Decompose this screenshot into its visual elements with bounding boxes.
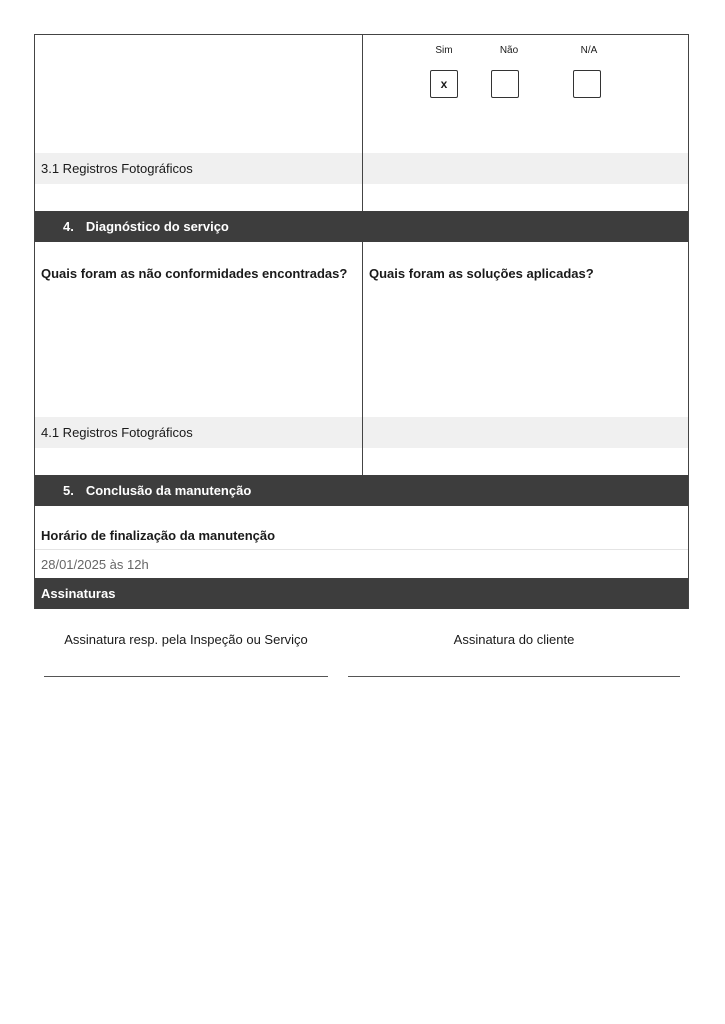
checkbox-na[interactable] — [573, 70, 601, 98]
photos-content-left-3 — [35, 184, 363, 211]
photos-row-3 — [35, 153, 688, 184]
section-5-header — [35, 475, 688, 506]
checkbox-nao[interactable] — [491, 70, 519, 98]
photos-content-right-4 — [363, 448, 688, 475]
signature-label-client: Assinatura do cliente — [453, 632, 575, 647]
signature-line-inspector[interactable] — [44, 676, 328, 677]
photos-empty-4 — [363, 417, 688, 448]
finish-time-label: Horário de finalização da manutenção — [35, 506, 688, 550]
section-4-number: 4. — [63, 219, 74, 234]
section-5-number: 5. — [63, 483, 74, 498]
check-label-sim: Sim — [435, 45, 453, 56]
checks-cell — [363, 35, 688, 153]
checks-group — [363, 35, 688, 153]
signatures-header: Assinaturas — [35, 578, 688, 609]
signature-line-client[interactable] — [348, 676, 680, 677]
checkbox-sim[interactable]: x — [430, 70, 458, 98]
photos-label-3: 3.1 Registros Fotográficos — [35, 153, 363, 184]
diagnosis-row — [35, 242, 688, 417]
section-4-title: Diagnóstico do serviço — [85, 219, 229, 234]
photos-label-4: 4.1 Registros Fotográficos — [35, 417, 363, 448]
solutions-question: Quais foram as soluções aplicadas? — [369, 266, 594, 281]
inspection-form — [34, 34, 689, 609]
section-4-header — [35, 211, 688, 242]
empty-left-cell — [35, 35, 363, 153]
signatures-area — [34, 622, 689, 682]
nonconformities-question: Quais foram as não conformidades encontradas? — [35, 242, 363, 417]
photos-content-right-3 — [363, 184, 688, 211]
photos-empty-3 — [363, 153, 688, 184]
photos-content-left-4 — [35, 448, 363, 475]
signature-label-inspector: Assinatura resp. pela Inspeção ou Serviço — [64, 632, 308, 647]
check-label-na: N/A — [580, 45, 598, 56]
checkbox-row — [35, 35, 688, 153]
photos-row-4 — [35, 417, 688, 448]
section-5-title: Conclusão da manutenção — [85, 483, 252, 498]
check-label-nao: Não — [499, 45, 519, 56]
finish-time-value[interactable]: 28/01/2025 às 12h — [41, 556, 149, 572]
photos-content-row-3 — [35, 184, 688, 211]
photos-content-row-4 — [35, 448, 688, 475]
